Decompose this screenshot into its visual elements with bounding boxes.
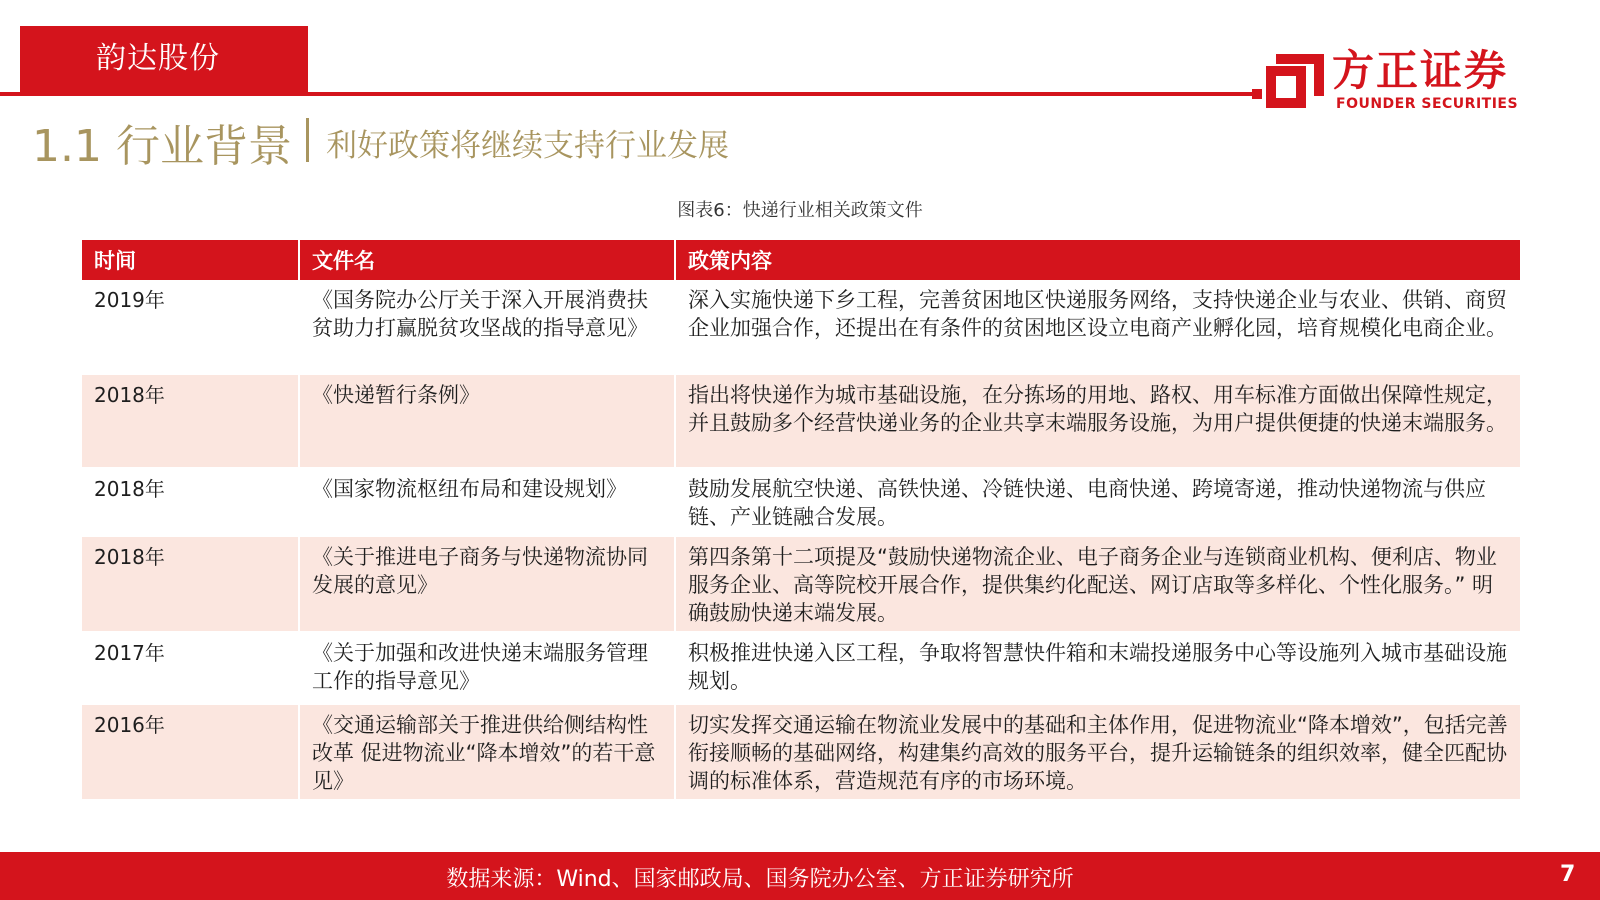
founder-securities-logo — [1262, 42, 1532, 116]
header-content: 政策内容 — [675, 240, 1520, 280]
row-document: 《国家物流枢纽布局和建设规划》 — [299, 468, 675, 536]
table-row — [82, 374, 1520, 468]
row-year: 2017年 — [82, 632, 299, 704]
title-separator — [306, 118, 309, 162]
row-year: 2018年 — [82, 374, 299, 468]
section-subtitle: 利好政策将继续支持行业发展 — [326, 128, 729, 164]
row-content: 深入实施快递下乡工程，完善贫困地区快递服务网络，支持快递企业与农业、供销、商贸企业加强合作，还提出在有条件的贫困地区设立电商产业孵化园，培育规模化电商企业。 — [675, 280, 1520, 374]
company-name-tab: 韵达股份 — [20, 26, 308, 92]
row-content: 指出将快递作为城市基础设施，在分拣场的用地、路权、用车标准方面做出保障性规定，并且鼓励多个经营快递业务的企业共享末端服务设施，为用户提供便捷的快递末端服务。 — [675, 374, 1520, 468]
header-time: 时间 — [82, 240, 299, 280]
table-row — [82, 280, 1520, 374]
row-document: 《关于加强和改进快递末端服务管理工作的指导意见》 — [299, 632, 675, 704]
row-year: 2018年 — [82, 468, 299, 536]
row-content: 鼓励发展航空快递、高铁快递、冷链快递、电商快递、跨境寄递，推动快递物流与供应链、产业链融合发展。 — [675, 468, 1520, 536]
row-content: 积极推进快递入区工程，争取将智慧快件箱和末端投递服务中心等设施列入城市基础设施规划。 — [675, 632, 1520, 704]
header-document: 文件名 — [299, 240, 675, 280]
section-title: 1.1 行业背景 — [32, 121, 292, 172]
row-content: 第四条第十二项提及“鼓励快递物流企业、电子商务企业与连锁商业机构、便利店、物业服务企业、高等院校开展合作，提供集约化配送、网订店取等多样化、个性化服务。” 明确鼓励快递末端发展。 — [675, 536, 1520, 632]
table-row — [82, 536, 1520, 632]
row-document: 《交通运输部关于推进供给侧结构性改革 促进物流业“降本增效”的若干意见》 — [299, 704, 675, 800]
data-source-note: 数据来源：Wind、国家邮政局、国务院办公室、方正证券研究所 — [446, 867, 1074, 892]
header-rule-end — [1252, 89, 1262, 99]
row-year: 2016年 — [82, 704, 299, 800]
founder-logo-icon — [1262, 48, 1328, 114]
row-content: 切实发挥交通运输在物流业发展中的基础和主体作用，促进物流业“降本增效”，包括完善衔接顺畅的基础网络，构建集约高效的服务平台，提升运输链条的组织效率，健全匹配协调的标准体系，营造规范有序的市场环境。 — [675, 704, 1520, 800]
table-row — [82, 632, 1520, 704]
policy-table — [82, 240, 1520, 801]
row-document: 《国务院办公厅关于深入开展消费扶贫助力打赢脱贫攻坚战的指导意见》 — [299, 280, 675, 374]
row-document: 《关于推进电子商务与快递物流协同发展的意见》 — [299, 536, 675, 632]
row-year: 2019年 — [82, 280, 299, 374]
brand-name-en: FOUNDER SECURITIES — [1336, 96, 1519, 112]
page-number: 7 — [1560, 862, 1576, 887]
figure-caption: 图表6：快递行业相关政策文件 — [677, 200, 923, 221]
header-rule — [0, 92, 1258, 96]
table-row — [82, 704, 1520, 800]
table-row — [82, 468, 1520, 536]
row-year: 2018年 — [82, 536, 299, 632]
row-document: 《快递暂行条例》 — [299, 374, 675, 468]
brand-name-cn: 方正证券 — [1332, 46, 1509, 95]
table-header-row — [82, 240, 1520, 280]
